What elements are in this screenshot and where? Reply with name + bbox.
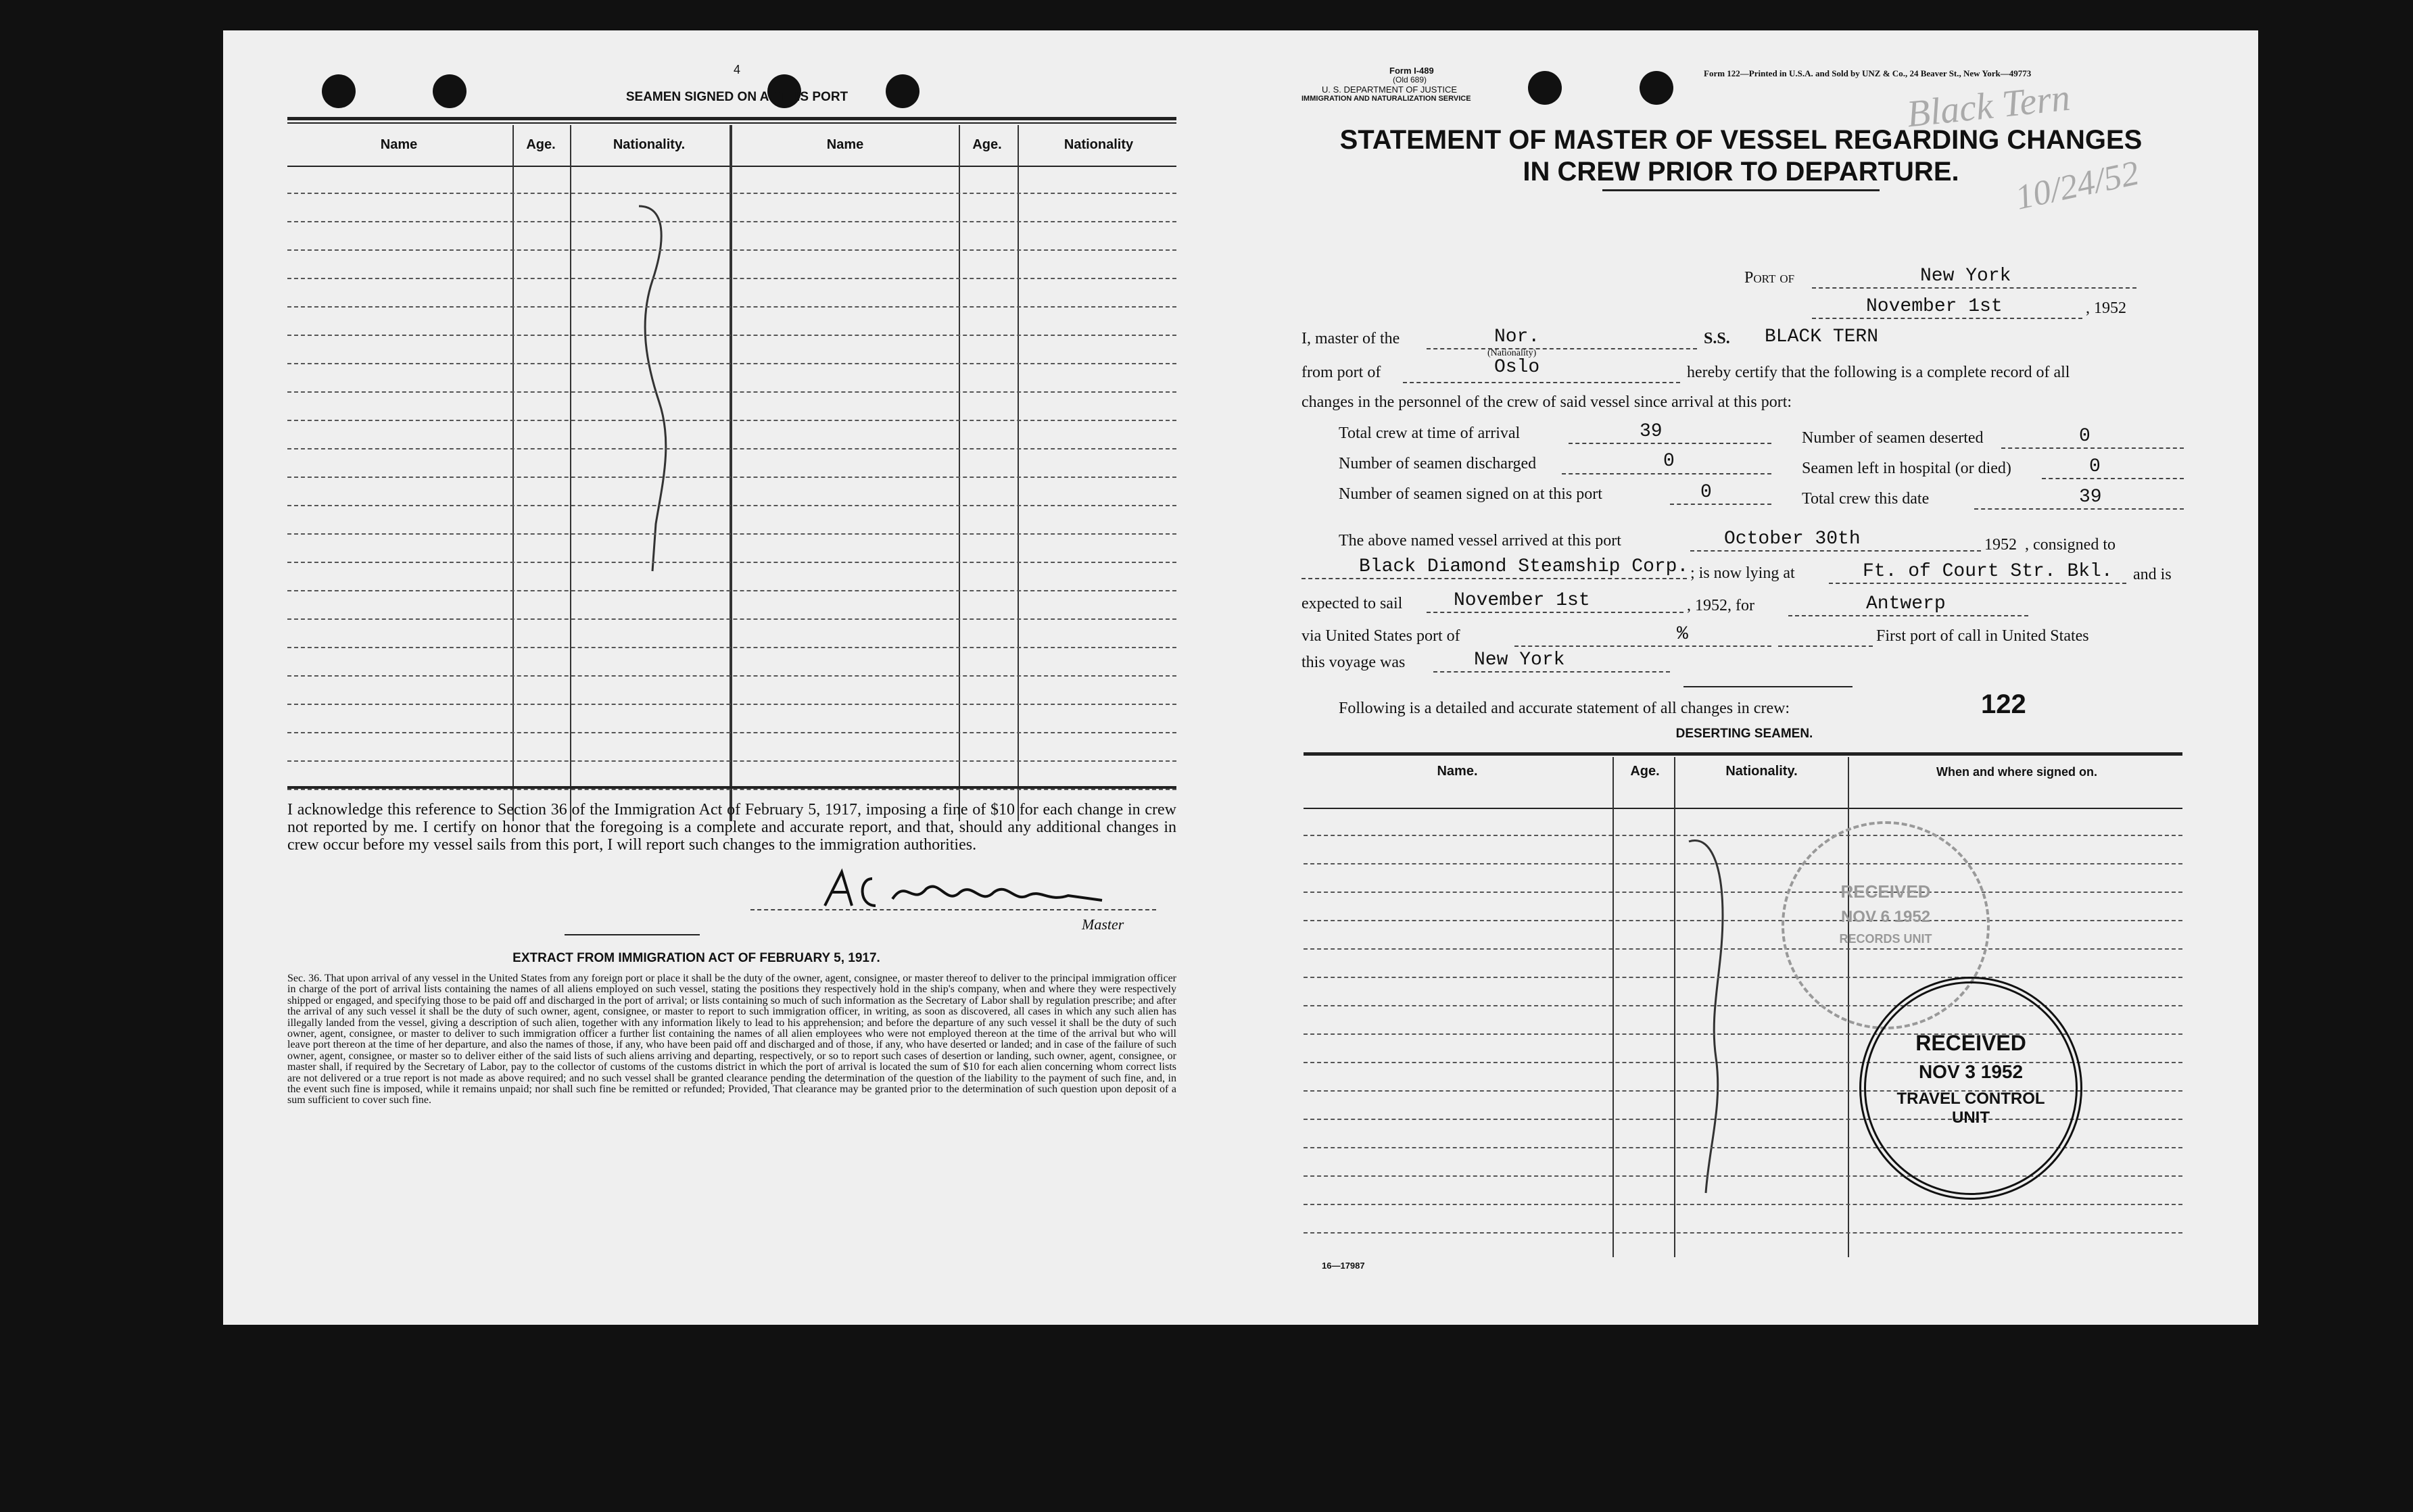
stat-line — [1974, 508, 2184, 510]
consignee-line — [1301, 578, 1687, 579]
deserting-seamen-table — [1304, 757, 2182, 1257]
table-row — [287, 505, 1176, 506]
table-row — [287, 193, 1176, 194]
table-row — [1304, 920, 2182, 921]
column-header-age: Age. — [972, 137, 1002, 152]
punch-hole — [1528, 71, 1562, 105]
stamp-unit: TRAVEL CONTROL — [1896, 1090, 2045, 1108]
hospital-label: Seamen left in hospital (or died) — [1802, 460, 2011, 477]
stamp-unit: RECORDS UNIT — [1839, 932, 1932, 946]
arrived-date: October 30th — [1724, 529, 1861, 550]
table-row — [287, 789, 1176, 790]
table-row — [1304, 948, 2182, 950]
pen-stroke-mark — [1682, 835, 1743, 1200]
number-122: 122 — [1981, 689, 2026, 719]
certify-text: hereby certify that the following is a complete record of all — [1687, 364, 2070, 381]
column-divider — [512, 125, 514, 821]
via-value: % — [1677, 624, 1688, 645]
port-label: Port of — [1744, 269, 1795, 287]
table-row — [1304, 1005, 2182, 1006]
signed-on-table — [287, 125, 1176, 821]
nationality-value: Nor. — [1494, 326, 1540, 347]
column-header-name: Name — [826, 137, 864, 152]
date-line — [1812, 318, 2082, 319]
department-name: U. S. DEPARTMENT OF JUSTICE — [1322, 84, 1458, 95]
punch-hole — [322, 74, 356, 108]
changes-text: changes in the personnel of the crew of said vessel since arrival at this port: — [1301, 393, 1792, 411]
location-line — [1829, 583, 2126, 584]
first-call-line — [1778, 645, 1873, 647]
table-row — [1304, 1232, 2182, 1234]
table-row — [1304, 863, 2182, 864]
table-row — [287, 391, 1176, 393]
header-rule — [1304, 808, 2182, 809]
lying-label: ; is now lying at — [1690, 564, 1795, 582]
from-port-value: Oslo — [1494, 357, 1540, 378]
form-title-line2: IN CREW PRIOR TO DEPARTURE. — [1523, 157, 1959, 187]
consigned-label: , consigned to — [2025, 536, 2116, 554]
from-port-label: from port of — [1301, 364, 1381, 381]
table-row — [287, 533, 1176, 535]
arrived-line — [1690, 550, 1981, 552]
total-today-label: Total crew this date — [1802, 490, 1930, 508]
stamp-unit-2: UNIT — [1952, 1108, 1990, 1127]
stamp-received: RECEIVED — [1840, 881, 1931, 902]
table-row — [287, 732, 1176, 733]
rule — [1683, 686, 1853, 687]
table-row — [287, 335, 1176, 336]
master-label: Master — [1082, 916, 1124, 933]
table-row — [1304, 835, 2182, 836]
port-value: New York — [1920, 266, 2011, 287]
first-call-label: First port of call in United States — [1876, 627, 2089, 645]
table-row — [287, 562, 1176, 563]
deserted-value: 0 — [2079, 426, 2091, 447]
sail-label: expected to sail — [1301, 595, 1403, 612]
column-header-name: Name — [380, 137, 418, 152]
stat-line — [1670, 504, 1771, 505]
discharged-label: Number of seamen discharged — [1339, 455, 1537, 472]
table-row — [287, 618, 1176, 620]
rule — [1602, 189, 1880, 191]
column-header-nationality: Nationality. — [613, 137, 686, 152]
table-row — [287, 420, 1176, 421]
form-title-line1: STATEMENT OF MASTER OF VESSEL REGARDING CHANGES — [1339, 125, 2143, 155]
table-row — [1304, 1204, 2182, 1205]
sail-year-text: 1952 — [1695, 597, 1727, 614]
stamp-date: NOV 3 1952 — [1918, 1061, 2024, 1082]
date-value: November 1st — [1866, 296, 2003, 317]
voyage-line — [1433, 671, 1670, 673]
stamp-date: NOV 6 1952 — [1840, 908, 1931, 926]
column-divider — [1612, 757, 1614, 1257]
for-label: , for — [1727, 597, 1754, 614]
destination-value: Antwerp — [1866, 593, 1946, 614]
column-header-signed-on: When and where signed on. — [1936, 765, 2098, 779]
stat-line — [1562, 473, 1771, 474]
acknowledgement-text: I acknowledge this reference to Section 36 of the Immigration Act of February 5, 1917, imposing a fine of $10 for each change in crew not reported by me. I certify on honor that the foregoing is a complete and accurate report, and that, should any additional changes in crew occur before my vessel sails from this port, I will report such changes to the immigration authorities. — [287, 801, 1176, 854]
travel-control-stamp — [1859, 977, 2082, 1200]
sail-line — [1427, 612, 1683, 613]
table-row — [287, 760, 1176, 762]
via-label: via United States port of — [1301, 627, 1460, 645]
stat-line — [1569, 443, 1771, 444]
destination-line — [1788, 615, 2028, 616]
first-call-value: New York — [1474, 650, 1565, 670]
page-number: 4 — [733, 63, 740, 76]
hospital-value: 0 — [2089, 456, 2101, 477]
consignee-value: Black Diamond Steamship Corp. — [1359, 556, 1689, 577]
table-row — [1304, 892, 2182, 893]
via-line — [1514, 645, 1771, 647]
total-crew-arrival-label: Total crew at time of arrival — [1339, 424, 1521, 442]
printer-line: Form 122—Printed in U.S.A. and Sold by UNZ & Co., 24 Beaver St., New York—49773 — [1704, 68, 2032, 78]
column-header-age: Age. — [1630, 764, 1660, 779]
discharged-value: 0 — [1663, 451, 1675, 472]
table-row — [287, 675, 1176, 677]
total-today-value: 39 — [2079, 487, 2102, 508]
rule — [565, 934, 700, 935]
extract-title: EXTRACT FROM IMMIGRATION ACT OF FEBRUARY 5, 1917. — [512, 951, 880, 965]
table-row — [287, 448, 1176, 449]
table-bottom-rule — [287, 786, 1176, 789]
deserting-title: DESERTING SEAMEN. — [1675, 727, 1813, 741]
signed-on-value: 0 — [1700, 482, 1712, 503]
following-label: Following is a detailed and accurate statement of all changes in crew: — [1339, 700, 1790, 717]
top-rule — [287, 117, 1176, 120]
from-port-line — [1403, 382, 1680, 383]
vessel-prefix: S.S. — [1704, 330, 1730, 347]
column-divider — [959, 125, 960, 821]
column-divider — [1674, 757, 1675, 1257]
and-is-label: and is — [2133, 566, 2172, 583]
nationality-line — [1427, 348, 1697, 349]
extract-text: Sec. 36. That upon arrival of any vessel in the United States from any foreign port or place it shall be the duty of the owner, agent, consignee, or master thereof to deliver to the principal immigration officer in charge of the port of arrival lists containing the names of all aliens employed on such vessel, stating the positions they respectively hold in the ship's company, when and where they were respectively shipped or engaged, and specifying those to be paid off and discharged in the port of arrival; or lists containing so much of such information as the Secretary of Labor shall by regulation prescribe; and after the arrival of any such vessel it shall be the duty of such owner, agent, consignee, or master to report to such immigration officer, in writing, as soon as discovered, all cases in which any such alien has illegally landed from the vessel, giving a description of such alien, together with any information likely to lead to his apprehension; and before the departure of any such vessel it shall be the duty of such owner, agent, consignee, or master to deliver to such immigration officer a further list containing the names of all alien employees who were not employed thereon at the time of the arrival but who will leave port thereon at the time of her departure, and also the names of those, if any, who have been paid off and discharged and of those, if any, who have deserted or landed; and in case of the failure of such owner, agent, consignee, or master so to deliver either of the said lists of such aliens arriving and departing, respectively, or so to report such cases of desertion or landing, such owner, agent, consignee, or master shall, if required by the Secretary of Labor, pay to the collector of customs of the customs district in which the port of arrival is located the sum of $10 for each alien concerning whom correct lists are not delivered or a true report is not made as above required; and no such vessel shall be granted clearance pending the determination of the question of the liability to the payment of such fine, and, in the event such fine is imposed, while it remains unpaid; nor shall such fine be remitted or refunded; Provided, That clearance may be granted prior to the determination of such question upon deposit of a sum sufficient to cover such fine. — [287, 973, 1176, 1106]
table-row — [287, 278, 1176, 279]
footer-code: 16—17987 — [1322, 1261, 1365, 1271]
deserted-label: Number of seamen deserted — [1802, 429, 1984, 447]
stat-line — [2042, 478, 2184, 479]
year-text: 1952 — [2094, 299, 2126, 317]
column-divider — [1018, 125, 1019, 821]
master-label: I, master of the — [1301, 330, 1400, 347]
table-row — [287, 363, 1176, 364]
year-value: , 1952 — [2086, 299, 2126, 317]
voyage-label: this voyage was — [1301, 654, 1406, 671]
form-old-number: (Old 689) — [1393, 75, 1427, 84]
column-header-age: Age. — [526, 137, 556, 152]
service-name: IMMIGRATION AND NATURALIZATION SERVICE — [1301, 95, 1471, 103]
table-row — [287, 221, 1176, 222]
column-header-nationality: Nationality — [1064, 137, 1134, 152]
table-row — [1304, 977, 2182, 978]
table-row — [287, 249, 1176, 251]
table-row — [287, 647, 1176, 648]
signed-on-label: Number of seamen signed on at this port — [1339, 485, 1602, 503]
arrived-year: 1952 — [1984, 536, 2017, 554]
rule — [287, 122, 1176, 124]
location-value: Ft. of Court Str. Bkl. — [1863, 561, 2113, 582]
stamp-received: RECEIVED — [1915, 1031, 2026, 1055]
table-row — [287, 477, 1176, 478]
stat-line — [2001, 447, 2184, 449]
signature-line — [750, 909, 1156, 910]
table-row — [1304, 1175, 2182, 1177]
table-top-rule — [1304, 752, 2182, 756]
document-sheet — [223, 30, 2258, 1325]
table-row — [287, 590, 1176, 591]
table-row — [287, 306, 1176, 308]
column-header-nationality: Nationality. — [1725, 764, 1798, 779]
sail-year: , 1952, for — [1687, 597, 1754, 614]
sail-date: November 1st — [1454, 590, 1590, 611]
table-row — [287, 704, 1176, 705]
handwritten-ship-name: Black Tern — [1905, 76, 2072, 136]
column-header-name: Name. — [1437, 764, 1478, 779]
pen-stroke-mark — [625, 199, 679, 578]
port-line — [1812, 287, 2136, 289]
column-divider — [730, 125, 732, 821]
nationality-caption: (Nationality) — [1487, 348, 1537, 358]
section-title: SEAMEN SIGNED ON AT THIS PORT — [625, 90, 849, 104]
total-crew-arrival-value: 39 — [1640, 421, 1663, 442]
column-divider — [570, 125, 571, 821]
punch-hole — [433, 74, 467, 108]
punch-hole — [1640, 71, 1673, 105]
arrived-label: The above named vessel arrived at this port — [1339, 532, 1621, 550]
handwritten-date: 10/24/52 — [2012, 153, 2143, 218]
form-number: Form I-489 — [1389, 66, 1434, 76]
vessel-name: BLACK TERN — [1765, 326, 1879, 347]
